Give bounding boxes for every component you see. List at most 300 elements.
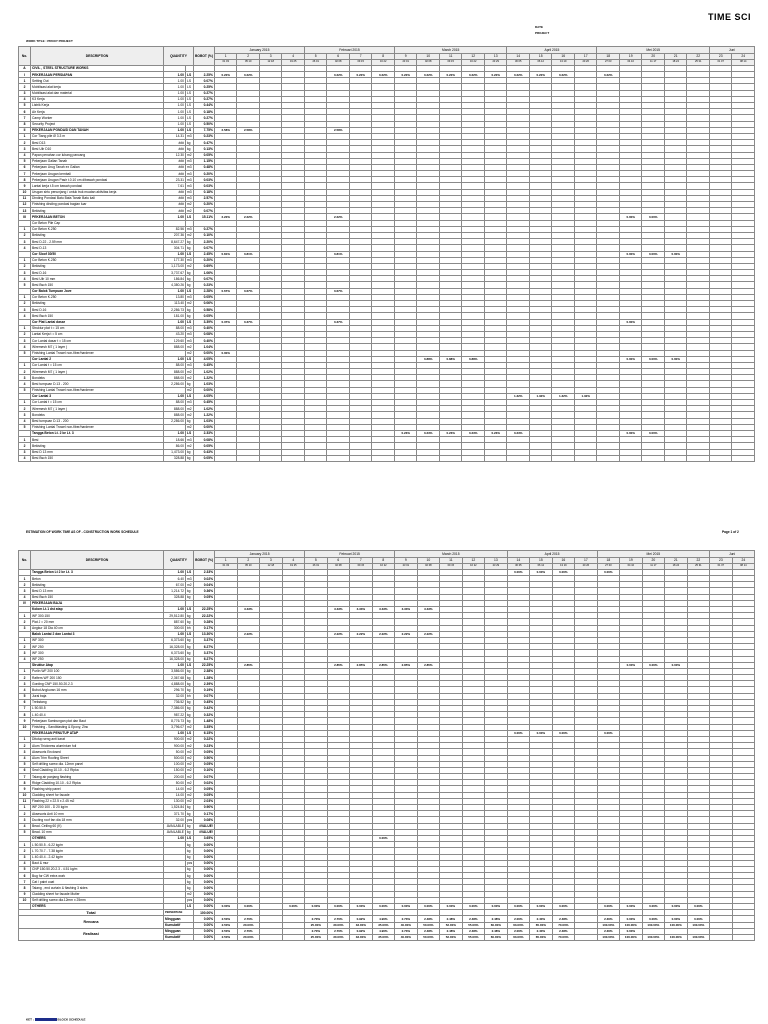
header-date: 19 25 (282, 59, 305, 65)
schedule-page-2 (0, 548, 768, 1024)
week-cell: 2.85% (237, 662, 260, 668)
row-description: PEKERJAAN PERSIAPAN (31, 72, 164, 78)
week-cell: 0.81% (214, 251, 237, 257)
week-cell: 0.00% (664, 251, 687, 257)
summary-cell: 100.00% (665, 934, 688, 940)
header-date: 25 31 (687, 59, 710, 65)
summary-line-weight: 0.00% (194, 916, 215, 922)
row-unit: kg (186, 885, 194, 891)
row-quantity: 888.00 (164, 412, 186, 418)
week-cell (664, 455, 687, 461)
header-week: 22 (687, 557, 710, 563)
row-unit: m3 (187, 437, 192, 442)
row-quantity: 186.84 (164, 276, 186, 282)
row-description: Cor Balok Tumpuan Jove (31, 288, 164, 294)
header-date: 02 08 (327, 563, 350, 569)
row-unit: kg (186, 588, 194, 594)
row-description: Bubut Angkuran 16 mm (31, 687, 164, 693)
row-description: Tangga Beton Lt 2 ke Lt. 3 (31, 569, 164, 575)
row-unit: m3 (187, 177, 192, 182)
row-quantity: 1,524.84 (164, 805, 186, 811)
header-date: 01 03 (215, 563, 238, 569)
row-number: 10 (19, 189, 31, 195)
row-unit: m3 (186, 576, 194, 582)
row-quantity: 888.00 (164, 344, 186, 350)
row-description: Cor Lantai dasar t = 15 cm (31, 338, 164, 344)
row-unit: kg (186, 681, 194, 687)
summary-cell: 0.92% (350, 928, 373, 934)
row-unit: kg (186, 866, 194, 872)
row-quantity: 888.00 (164, 406, 186, 412)
row-unit: LS (186, 90, 194, 96)
summary-cell: 100.00% (597, 934, 620, 940)
row-unit: m3 (187, 134, 192, 139)
row-weight: 1.04% (194, 344, 215, 350)
row-weight: 0.90% (194, 805, 215, 811)
week-cell: 0.00% (552, 569, 575, 575)
header-date: 04 10 (620, 563, 643, 569)
row-quantity: 1.00 (164, 96, 186, 102)
row-number: 1 (19, 362, 31, 368)
row-number: 2 (19, 263, 31, 269)
week-cell: 0.00% (552, 904, 575, 910)
row-unit: m2 (187, 233, 192, 238)
summary-cell: 0.00% (620, 916, 643, 922)
row-quantity: 888.00 (164, 369, 186, 375)
row-number: 11 (19, 195, 31, 201)
week-cell: 0.00% (395, 904, 418, 910)
row-unit: kg (186, 313, 194, 319)
header-date: 26 01 (305, 563, 328, 569)
row-weight: 0.28% (194, 619, 215, 625)
row-weight: 2.25% (194, 72, 215, 78)
row-weight: 2.45% (194, 251, 215, 257)
row-number: 4 (19, 344, 31, 350)
row-description: Pekerjaan Urugan Pasir t.0.10 cm dibawah pondasi (31, 177, 164, 183)
row-description: Besi tumpuan D.13 - 200 (31, 381, 164, 387)
row-number: 6 (19, 873, 31, 879)
row-quantity: 1,473.00 (164, 449, 186, 455)
row-unit: LS (186, 662, 194, 668)
row-number: 3 (19, 588, 31, 594)
row-number: 2 (19, 84, 31, 90)
row-description: Besi Bsch 150 (31, 594, 164, 600)
row-weight: 0.69% (194, 263, 215, 269)
header-week: 3 (259, 53, 282, 59)
row-number: 1 (19, 133, 31, 139)
row-quantity: 2,367.68 (164, 675, 186, 681)
summary-cell: 0.00% (620, 928, 643, 934)
week-cell: 0.81% (237, 251, 260, 257)
summary-cell: 2.30% (597, 928, 620, 934)
summary-line-label: Kumulatif (164, 922, 194, 928)
header-week: 8 (372, 557, 395, 563)
row-weight: 0.03% (194, 177, 215, 183)
row-quantity: 2,286.73 (164, 307, 186, 313)
row-description: Pekerjaan Sambungan plat dan Baut (31, 718, 164, 724)
header-date: 02 08 (417, 59, 440, 65)
week-cell: 2.22% (372, 631, 395, 637)
week-cell: 1.32% (507, 393, 530, 399)
total-qty: PERSENTASE (164, 910, 194, 916)
header-week: 24 (732, 53, 755, 59)
row-quantity: 1.00 (164, 121, 186, 127)
row-unit: LS (186, 319, 194, 325)
row-unit: m2 (187, 350, 192, 355)
row-unit: LS (186, 72, 194, 78)
row-quantity: 18.66 (164, 437, 186, 443)
row-quantity: AVAILABLE (164, 823, 186, 829)
row-number: IV (19, 600, 31, 606)
row-unit: m2 (186, 774, 194, 780)
header-week: 19 (620, 557, 643, 563)
row-description: Struktur plat t = 15 cm (31, 325, 164, 331)
summary-cell: 100.00% (687, 934, 710, 940)
row-description: L 50.50.5 - 6.22 kg/m (31, 842, 164, 848)
row-quantity: 130.00 (164, 798, 186, 804)
row-weight: 22.22% (194, 613, 215, 619)
row-description: Alum Trim Roofing Sheet (31, 755, 164, 761)
row-unit: m2 (186, 767, 194, 773)
row-quantity: 1.00 (164, 90, 186, 96)
row-unit: m2 (187, 264, 192, 269)
summary-cell: 33.00% (350, 934, 373, 940)
row-weight: #VALUE! (194, 829, 215, 835)
summary-cell: 25.00% (305, 934, 328, 940)
header-month: Mei 2015 (597, 551, 710, 558)
summary-cell: 2.48% (417, 928, 440, 934)
header-week: 16 (552, 557, 575, 563)
row-weight: 1.02% (194, 406, 215, 412)
summary-cell: 2.70% (327, 928, 350, 934)
row-weight: 0.23% (194, 133, 215, 139)
summary-cell: 0.00% (665, 916, 688, 922)
legend-swatch (35, 1018, 57, 1021)
row-unit: LS (186, 78, 194, 84)
row-description: Bondeks (31, 412, 164, 418)
header-date: 20 26 (575, 563, 598, 569)
row-description: L 40.40.4 - 2.42 kg/m (31, 854, 164, 860)
row-number: 1 (19, 842, 31, 848)
row-weight: 0.00% (194, 873, 215, 879)
row-quantity: 8,647.27 (164, 239, 186, 245)
week-cell (507, 455, 530, 461)
row-number: 5 (19, 866, 31, 872)
row-description: Listrik Kerja (31, 103, 164, 109)
row-number: 9 (19, 786, 31, 792)
row-number: 3 (19, 375, 31, 381)
row-quantity: 6.40 (164, 576, 186, 582)
row-weight: 0.05% (194, 152, 215, 158)
row-weight: 0.23% (194, 743, 215, 749)
row-quantity: 1.00 (164, 430, 186, 436)
summary-cell: 4.90% (372, 928, 395, 934)
row-description: Setting Out (31, 78, 164, 84)
row-number: 7 (19, 774, 31, 780)
row-number: 2 (19, 582, 31, 588)
header-month: March 2015 (395, 551, 508, 558)
row-number: 3 (19, 449, 31, 455)
row-description: Security Project (31, 121, 164, 127)
row-description: Pekerjaan Urugan kembali (31, 171, 164, 177)
row-unit: m2 (186, 736, 194, 742)
row-unit: kg (186, 455, 194, 461)
week-cell: 0.22% (597, 72, 620, 78)
row-unit: m3 (187, 183, 192, 188)
summary-cell: 0.92% (350, 916, 373, 922)
row-weight: 0.45% (194, 400, 215, 406)
row-weight: 7.75% (194, 127, 215, 133)
week-cell: 0.23% (439, 430, 462, 436)
summary-cell: 2.48% (485, 928, 508, 934)
row-number: 9 (19, 891, 31, 897)
row-unit: kg (186, 619, 194, 625)
row-weight: 4.05% (194, 393, 215, 399)
header-date: 25 31 (687, 563, 710, 569)
week-cell (214, 455, 237, 461)
header-week: 18 (597, 53, 620, 59)
row-weight: 1.15% (194, 158, 215, 164)
week-cell: 0.23% (507, 430, 530, 436)
row-number: 1 (19, 576, 31, 582)
header-week: 4 (282, 557, 305, 563)
row-number: 5 (19, 282, 31, 288)
row-description: Besi tumpuan D.13 - 200 (31, 418, 164, 424)
row-description: Besi D.22 - 2.59 mm (31, 239, 164, 245)
week-cell (372, 455, 395, 461)
summary-cell: 100.00% (620, 934, 643, 940)
sheet-title: TIME SCI (708, 12, 752, 22)
header-date: 09 15 (349, 59, 372, 65)
summary-line-weight: 0.00% (194, 934, 215, 940)
header-week: 15 (530, 557, 553, 563)
row-quantity: 2,286.00 (164, 381, 186, 387)
row-quantity: ### (164, 140, 186, 146)
row-number: 4 (19, 755, 31, 761)
summary-cell: 20.00% (237, 934, 260, 940)
week-cell (709, 455, 732, 461)
row-quantity: 29,512.80 (164, 613, 186, 619)
week-cell: 0.00% (417, 904, 440, 910)
row-description: K3 Kerja (31, 96, 164, 102)
week-cell: 2.58% (214, 127, 237, 133)
row-weight: 0.27% (194, 90, 215, 96)
row-unit: m3 (187, 196, 192, 201)
summary-cell: 2.40% (530, 928, 553, 934)
row-description: Cor Beton K.250 (31, 226, 164, 232)
header-week: 21 (664, 53, 687, 59)
row-unit: m2 (187, 412, 192, 417)
row-unit: LS (186, 904, 194, 910)
row-unit: m3 (187, 295, 192, 300)
row-weight: 2.28% (194, 288, 215, 294)
row-number: 2 (19, 369, 31, 375)
row-description: Ducting roof fan dia 18 mm (31, 817, 164, 823)
row-weight: 0.36% (194, 588, 215, 594)
row-number: 3 (19, 681, 31, 687)
row-description: Bekisting (31, 208, 164, 214)
row-quantity: 887.60 (164, 619, 186, 625)
summary-cell: 100.00% (642, 934, 665, 940)
row-quantity: 1.00 (164, 103, 186, 109)
week-cell: 1.32% (529, 393, 552, 399)
row-number: 1 (19, 226, 31, 232)
row-unit: LS (186, 84, 194, 90)
row-number: 4 (19, 860, 31, 866)
row-unit: m2 (186, 780, 194, 786)
summary-cell: 60.00% (485, 922, 508, 928)
header-week: 21 (665, 557, 688, 563)
row-quantity: ### (164, 202, 186, 208)
row-unit: kg (186, 712, 194, 718)
summary-cell: 2.48% (440, 916, 463, 922)
week-cell: 0.00% (619, 356, 642, 362)
summary-cell: 35.00% (372, 922, 395, 928)
row-number: 2 (19, 811, 31, 817)
week-cell: 0.00% (687, 904, 710, 910)
header-week: 2 (237, 53, 260, 59)
row-weight: 0.40% (194, 325, 215, 331)
week-cell: 0.00% (237, 904, 260, 910)
week-cell (732, 455, 755, 461)
row-weight: 0.42% (194, 706, 215, 712)
header-week: 6 (327, 557, 350, 563)
week-cell: 3.33% (327, 607, 350, 613)
row-weight: 0.05% (194, 594, 215, 600)
header-week: 11 (440, 557, 463, 563)
row-description: Besi D 13 mm (31, 588, 164, 594)
row-weight: 1.22% (194, 412, 215, 418)
summary-cell: 40.00% (395, 922, 418, 928)
week-cell: 0.00% (305, 904, 328, 910)
row-description: Angkur 18 Dia 40 cm (31, 625, 164, 631)
row-number: 5 (19, 387, 31, 393)
row-weight: 0.25% (194, 84, 215, 90)
row-number: 10 (19, 897, 31, 903)
row-description: Bekisting (31, 443, 164, 449)
row-description: Finishing dinding pondasi bagian luar (31, 202, 164, 208)
header-weight: BOBOT (%) (194, 551, 215, 570)
row-number: 7 (19, 879, 31, 885)
header-week: 20 (642, 557, 665, 563)
week-cell: 3.33% (417, 607, 440, 613)
date-label: DATE (535, 25, 543, 29)
week-cell: 0.67% (214, 288, 237, 294)
summary-cell: 25.00% (305, 922, 328, 928)
row-description: Besi Ulir D10 (31, 146, 164, 152)
header-week: 13 (484, 53, 507, 59)
header-week: 9 (395, 557, 418, 563)
row-number: 10 (19, 792, 31, 798)
row-number: 2 (19, 743, 31, 749)
row-unit: LS (186, 835, 194, 841)
row-weight: 2.39% (194, 681, 215, 687)
row-number: 2 (19, 140, 31, 146)
week-cell: 2.85% (395, 662, 418, 668)
row-weight: 0.48% (194, 164, 215, 170)
summary-cell (710, 934, 733, 940)
row-number: 4 (19, 418, 31, 424)
week-cell: 2.58% (237, 127, 260, 133)
header-week: 11 (439, 53, 462, 59)
header-date: 04 10 (619, 59, 642, 65)
week-cell: 0.00% (530, 569, 553, 575)
row-weight: 4.05% (194, 356, 215, 362)
row-number: 4 (19, 656, 31, 662)
work-title: WORK TITLE : PROXY PROJECT (26, 39, 73, 43)
row-weight: 0.00% (194, 424, 215, 430)
header-month: Februari 2015 (305, 551, 395, 558)
row-description: Besi D13 (31, 140, 164, 146)
row-number: 3 (19, 412, 31, 418)
header-week: 4 (282, 53, 305, 59)
week-cell (642, 455, 665, 461)
row-quantity: 13.80 (164, 294, 186, 300)
total-label: Total (19, 910, 164, 916)
row-quantity: 1.00 (164, 631, 186, 637)
header-month: Juni (710, 551, 755, 558)
row-weight: 2.33% (194, 569, 215, 575)
row-quantity: 82.56 (164, 226, 186, 232)
week-cell: 3.33% (237, 607, 260, 613)
row-unit: LS (186, 288, 194, 294)
summary-cell (282, 934, 305, 940)
header-date: 30 05 (507, 563, 530, 569)
row-number: 8 (19, 121, 31, 127)
row-weight: #VALUE! (194, 823, 215, 829)
row-number: 3 (19, 749, 31, 755)
header-date: 18 24 (665, 563, 688, 569)
row-number: 9 (19, 183, 31, 189)
header-date: 23 01 (395, 563, 418, 569)
summary-cell: 2.70% (327, 916, 350, 922)
row-number: 8 (19, 885, 31, 891)
summary-cell: 0.00% (687, 916, 710, 922)
row-weight: 0.45% (194, 699, 215, 705)
header-week: 8 (372, 53, 395, 59)
row-description: Flashing 22 x 22.5 x 2.45 m2 (31, 798, 164, 804)
row-description: PEKERJAAN BAJA (31, 600, 164, 606)
row-unit: m2 (186, 582, 194, 588)
summary-cell: 30.00% (327, 922, 350, 928)
row-number: 4 (19, 823, 31, 829)
week-cell: 2.22% (395, 631, 418, 637)
row-description: Mobilisasi alat dan material (31, 90, 164, 96)
row-description: Seal Cladding 10.10 - 6.2 Ripka (31, 767, 164, 773)
row-description: Besi (31, 437, 164, 443)
row-quantity: 1,214.72 (164, 588, 186, 594)
row-number: 3 (19, 854, 31, 860)
header-date: 18 24 (664, 59, 687, 65)
week-cell (619, 455, 642, 461)
week-cell: 0.00% (530, 904, 553, 910)
header-date: 16 22 (372, 59, 395, 65)
week-cell: 0.00% (642, 904, 665, 910)
row-description: Balok Lantai 2 dan Lantai 3 (31, 631, 164, 637)
row-unit: kg (186, 644, 194, 650)
row-quantity: 88.00 (164, 325, 186, 331)
row-quantity: 736.52 (164, 699, 186, 705)
week-cell: 0.37% (237, 319, 260, 325)
summary-cell: 55.00% (462, 922, 485, 928)
row-unit: kg (186, 687, 194, 693)
row-unit: m2 (187, 208, 192, 213)
summary-cell: 2.40% (530, 916, 553, 922)
header-date: 01 07 (709, 59, 732, 65)
row-weight: 0.05% (194, 313, 215, 319)
row-unit: LS (186, 569, 194, 575)
row-unit: LS (186, 115, 194, 121)
